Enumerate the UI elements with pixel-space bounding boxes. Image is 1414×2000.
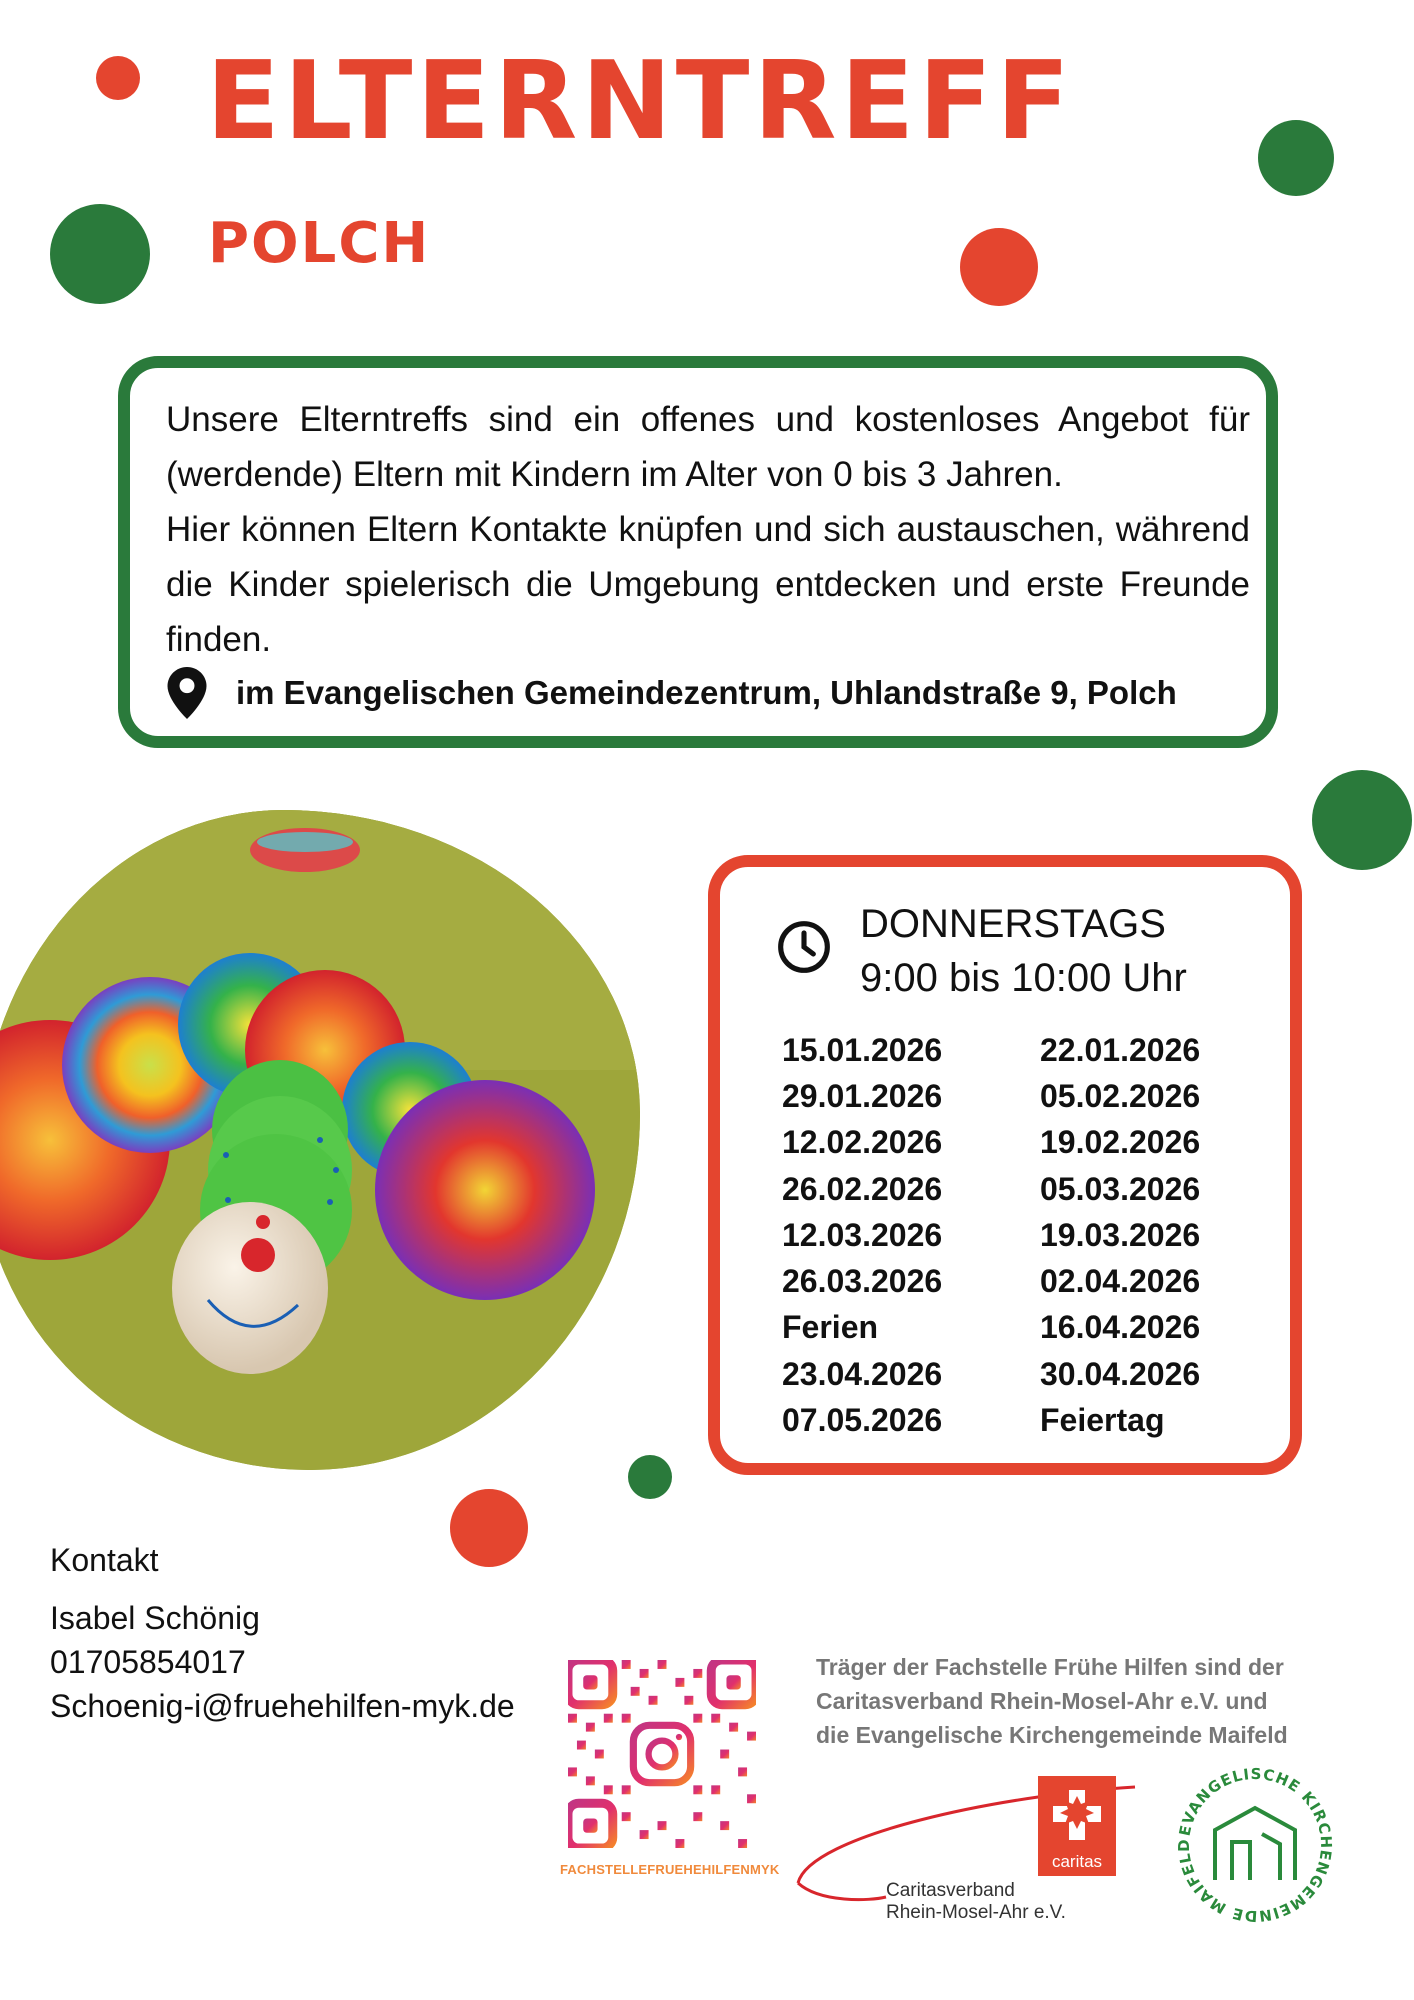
date-entry: 29.01.2026 [782,1077,943,1114]
date-entry: 05.03.2026 [1040,1170,1201,1207]
schedule-box [708,855,1302,1475]
date-entry: 30.04.2026 [1040,1355,1201,1392]
caterpillar-toy-illustration [0,810,640,1470]
page-title: ELTERNTREFF [206,39,1074,164]
intro-paragraph: Unsere Elterntreffs sind ein offenes und kostenloses Angebot für (werdende) Eltern mit Kindern im Alter von 0 bis 3 Jahren. [166,400,1250,494]
qr-label: FACHSTELLEFRUEHEHILFENMYK [560,1862,780,1877]
caritas-line: Rhein-Mosel-Ahr e.V. [886,1902,1066,1923]
date-row [782,1073,1252,1119]
date-entry: 15.01.2026 [782,1031,943,1068]
contact-heading: Kontakt [50,1542,159,1578]
location-text: im Evangelischen Gemeindezentrum, Uhlandstraße 9, Polch [236,674,1177,711]
date-row [782,1212,1252,1258]
date-row [782,1397,1252,1443]
contact-email[interactable]: Schoenig-i@fruehehilfen-myk.de [50,1688,515,1724]
date-row [782,1027,1252,1073]
decorative-dot [628,1455,672,1499]
instagram-qr-code[interactable] [568,1660,756,1848]
contact-block [50,1538,515,1728]
date-entry: 16.04.2026 [1040,1309,1201,1346]
schedule-time: 9:00 bis 10:00 Uhr [860,956,1187,1000]
caritas-name [886,1880,1066,1924]
date-entry: 07.05.2026 [782,1402,943,1439]
clock-icon [776,919,832,975]
intro-paragraph: Hier können Eltern Kontakte knüpfen und sich austauschen, während die Kinder spielerisch die Umgebung entdecken und erste Freunde finden. [166,510,1250,659]
date-entry: Ferien [782,1309,879,1346]
sponsor-line: Caritasverband Rhein-Mosel-Ahr e.V. und [816,1688,1268,1714]
intro-box [118,356,1278,748]
instagram-icon [633,1725,690,1782]
caritas-badge-text: caritas [1051,1852,1103,1871]
date-entry: 26.03.2026 [782,1263,943,1300]
sponsor-line: Träger der Fachstelle Frühe Hilfen sind der [816,1654,1284,1680]
decorative-dot [1258,120,1334,196]
svg-text:EVANGELISCHE KIRCHENGEMEINDE M [1175,1765,1335,1925]
date-row [782,1120,1252,1166]
date-row [782,1166,1252,1212]
date-row [782,1258,1252,1304]
date-row [782,1305,1252,1351]
caritas-line: Caritasverband [886,1880,1015,1901]
decorative-dot [50,204,150,304]
page-subtitle: POLCH [208,211,431,276]
date-entry: 19.02.2026 [1040,1124,1201,1161]
date-row [782,1351,1252,1397]
sponsor-line: die Evangelische Kirchengemeinde Maifeld [816,1722,1288,1748]
decorative-dot [1312,770,1412,870]
date-entry: 12.03.2026 [782,1216,943,1253]
contact-phone[interactable]: 01705854017 [50,1644,246,1680]
sponsor-text [816,1650,1336,1752]
date-entry: 12.02.2026 [782,1124,943,1161]
date-list [782,1027,1252,1444]
date-entry: 26.02.2026 [782,1170,943,1207]
schedule-day: DONNERSTAGS [860,902,1166,946]
location [166,668,1266,718]
date-entry: Feiertag [1040,1402,1165,1439]
decorative-dot [96,56,140,100]
date-entry: 22.01.2026 [1040,1031,1201,1068]
contact-name: Isabel Schönig [50,1600,260,1636]
schedule-heading [860,897,1187,1005]
date-entry: 05.02.2026 [1040,1077,1201,1114]
caterpillar-toy-photo [0,810,640,1470]
caritas-logo [1038,1776,1116,1876]
date-entry: 23.04.2026 [782,1355,943,1392]
intro-text [166,392,1250,667]
date-entry: 02.04.2026 [1040,1263,1201,1300]
decorative-dot [960,228,1038,306]
kirchengemeinde-maifeld-logo [1170,1760,1340,1930]
date-entry: 19.03.2026 [1040,1216,1201,1253]
ekm-logo-text: EVANGELISCHE KIRCHENGEMEINDE MAIFELD [1174,1764,1336,1926]
map-pin-icon [166,667,208,719]
caritas-flame-cross-icon [1038,1776,1116,1854]
